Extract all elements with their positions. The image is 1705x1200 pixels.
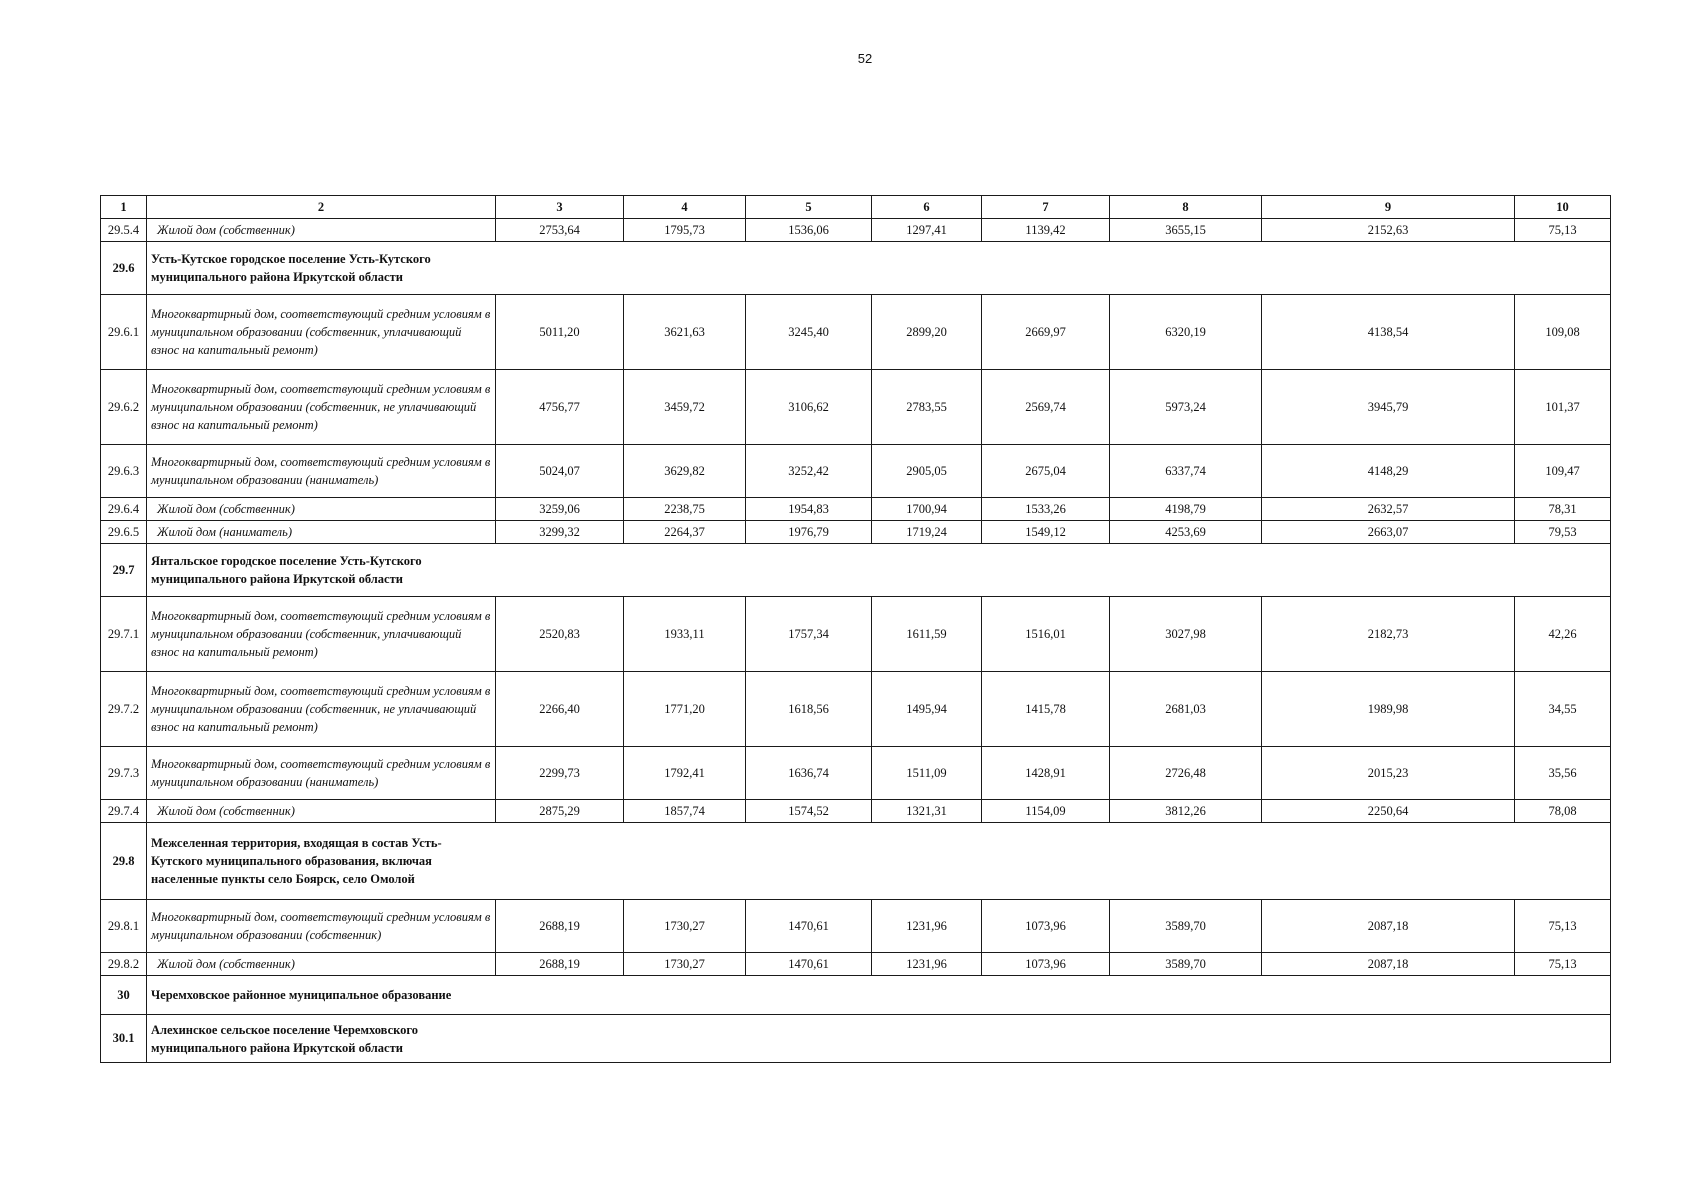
value-cell: 1428,91: [982, 747, 1110, 800]
value-cell: 1976,79: [746, 521, 872, 544]
value-cell: 2087,18: [1262, 900, 1515, 953]
value-cell: 78,31: [1515, 498, 1611, 521]
section-row: [101, 976, 1611, 1015]
value-cell: 1297,41: [872, 219, 982, 242]
value-cell: 1989,98: [1262, 672, 1515, 747]
value-cell: 1795,73: [624, 219, 746, 242]
value-cell: 1700,94: [872, 498, 982, 521]
section-row: [101, 242, 1611, 295]
value-cell: 1231,96: [872, 953, 982, 976]
value-cell: 1549,12: [982, 521, 1110, 544]
row-code: 29.7.2: [101, 672, 147, 747]
table-row: [101, 900, 1611, 953]
value-cell: 109,47: [1515, 445, 1611, 498]
value-cell: 2569,74: [982, 370, 1110, 445]
value-cell: 1533,26: [982, 498, 1110, 521]
value-cell: 2299,73: [496, 747, 624, 800]
value-cell: 2688,19: [496, 953, 624, 976]
row-code: 29.7.3: [101, 747, 147, 800]
value-cell: 1139,42: [982, 219, 1110, 242]
value-cell: 1618,56: [746, 672, 872, 747]
value-cell: 1730,27: [624, 953, 746, 976]
value-cell: 1516,01: [982, 597, 1110, 672]
section-title: Янтальское городское поселение Усть-Кутского муниципального района Иркутской области: [151, 554, 422, 586]
row-description: Многоквартирный дом, соответствующий средним условиям в муниципальном образовании (собственник, не уплачивающий взнос на капитальный ремонт): [147, 672, 496, 747]
table-row: [101, 219, 1611, 242]
value-cell: 4198,79: [1110, 498, 1262, 521]
column-header: 10: [1515, 196, 1611, 219]
value-cell: 1611,59: [872, 597, 982, 672]
section-title-cell: [147, 544, 1611, 597]
row-description: Многоквартирный дом, соответствующий средним условиям в муниципальном образовании (собственник, не уплачивающий взнос на капитальный ремонт): [147, 370, 496, 445]
value-cell: 2238,75: [624, 498, 746, 521]
value-cell: 79,53: [1515, 521, 1611, 544]
row-code: 29.8.1: [101, 900, 147, 953]
row-description: Многоквартирный дом, соответствующий средним условиям в муниципальном образовании (собственник): [147, 900, 496, 953]
column-header: 9: [1262, 196, 1515, 219]
value-cell: 3629,82: [624, 445, 746, 498]
value-cell: 5024,07: [496, 445, 624, 498]
table-row: [101, 498, 1611, 521]
column-header: 6: [872, 196, 982, 219]
table-body: [101, 219, 1611, 1063]
value-cell: 42,26: [1515, 597, 1611, 672]
section-title: Черемховское районное муниципальное образование: [151, 988, 452, 1002]
section-code: 29.8: [101, 823, 147, 900]
value-cell: 4148,29: [1262, 445, 1515, 498]
value-cell: 3027,98: [1110, 597, 1262, 672]
value-cell: 1321,31: [872, 800, 982, 823]
value-cell: 78,08: [1515, 800, 1611, 823]
section-title-cell: [147, 1015, 1611, 1063]
row-description: Многоквартирный дом, соответствующий средним условиям в муниципальном образовании (собственник, уплачивающий взнос на капитальный ремонт): [147, 597, 496, 672]
value-cell: 3589,70: [1110, 900, 1262, 953]
value-cell: 1536,06: [746, 219, 872, 242]
value-cell: 1792,41: [624, 747, 746, 800]
value-cell: 4138,54: [1262, 295, 1515, 370]
value-cell: 3259,06: [496, 498, 624, 521]
value-cell: 3621,63: [624, 295, 746, 370]
column-header: 5: [746, 196, 872, 219]
value-cell: 34,55: [1515, 672, 1611, 747]
value-cell: 3299,32: [496, 521, 624, 544]
row-description: Многоквартирный дом, соответствующий средним условиям в муниципальном образовании (собственник, уплачивающий взнос на капитальный ремонт): [147, 295, 496, 370]
value-cell: 1757,34: [746, 597, 872, 672]
table-row: [101, 597, 1611, 672]
table-row: [101, 521, 1611, 544]
table-row: [101, 747, 1611, 800]
row-code: 29.6.1: [101, 295, 147, 370]
value-cell: 2905,05: [872, 445, 982, 498]
row-code: 29.6.2: [101, 370, 147, 445]
section-title-cell: [147, 242, 1611, 295]
value-cell: 5011,20: [496, 295, 624, 370]
value-cell: 2015,23: [1262, 747, 1515, 800]
table-row: [101, 370, 1611, 445]
value-cell: 4756,77: [496, 370, 624, 445]
value-cell: 2753,64: [496, 219, 624, 242]
value-cell: 109,08: [1515, 295, 1611, 370]
row-description: Многоквартирный дом, соответствующий средним условиям в муниципальном образовании (наниматель): [147, 445, 496, 498]
value-cell: 1470,61: [746, 900, 872, 953]
header-row: [101, 196, 1611, 219]
row-code: 29.6.5: [101, 521, 147, 544]
value-cell: 1574,52: [746, 800, 872, 823]
value-cell: 2726,48: [1110, 747, 1262, 800]
value-cell: 2899,20: [872, 295, 982, 370]
value-cell: 2152,63: [1262, 219, 1515, 242]
section-row: [101, 544, 1611, 597]
value-cell: 2250,64: [1262, 800, 1515, 823]
value-cell: 3655,15: [1110, 219, 1262, 242]
column-header: 8: [1110, 196, 1262, 219]
value-cell: 1857,74: [624, 800, 746, 823]
value-cell: 1231,96: [872, 900, 982, 953]
row-code: 29.6.4: [101, 498, 147, 521]
value-cell: 4253,69: [1110, 521, 1262, 544]
value-cell: 2675,04: [982, 445, 1110, 498]
section-title: Межселенная территория, входящая в состав Усть-Кутского муниципального образования, включая населенные пункты село Боярск, село Омолой: [151, 836, 442, 886]
section-title: Алехинское сельское поселение Черемховского муниципального района Иркутской области: [151, 1022, 419, 1055]
section-title: Усть-Кутское городское поселение Усть-Кутского муниципального района Иркутской области: [151, 252, 431, 284]
section-code: 29.6: [101, 242, 147, 295]
value-cell: 75,13: [1515, 219, 1611, 242]
section-row: [101, 1015, 1611, 1063]
row-code: 29.7.1: [101, 597, 147, 672]
column-header: 7: [982, 196, 1110, 219]
value-cell: 1771,20: [624, 672, 746, 747]
value-cell: 35,56: [1515, 747, 1611, 800]
value-cell: 3106,62: [746, 370, 872, 445]
value-cell: 2264,37: [624, 521, 746, 544]
value-cell: 2182,73: [1262, 597, 1515, 672]
row-code: 29.7.4: [101, 800, 147, 823]
section-row: [101, 823, 1611, 900]
value-cell: 2520,83: [496, 597, 624, 672]
value-cell: 3245,40: [746, 295, 872, 370]
value-cell: 2783,55: [872, 370, 982, 445]
value-cell: 2632,57: [1262, 498, 1515, 521]
value-cell: 101,37: [1515, 370, 1611, 445]
table-row: [101, 295, 1611, 370]
value-cell: 1073,96: [982, 953, 1110, 976]
value-cell: 1154,09: [982, 800, 1110, 823]
value-cell: 3589,70: [1110, 953, 1262, 976]
column-header: 1: [101, 196, 147, 219]
section-code: 29.7: [101, 544, 147, 597]
row-description: Многоквартирный дом, соответствующий средним условиям в муниципальном образовании (наниматель): [147, 747, 496, 800]
value-cell: 1933,11: [624, 597, 746, 672]
row-code: 29.8.2: [101, 953, 147, 976]
value-cell: 2688,19: [496, 900, 624, 953]
value-cell: 1495,94: [872, 672, 982, 747]
value-cell: 1511,09: [872, 747, 982, 800]
value-cell: 2681,03: [1110, 672, 1262, 747]
value-cell: 75,13: [1515, 900, 1611, 953]
value-cell: 3252,42: [746, 445, 872, 498]
value-cell: 1470,61: [746, 953, 872, 976]
row-description: Жилой дом (собственник): [147, 498, 496, 521]
row-description: Жилой дом (собственник): [147, 953, 496, 976]
value-cell: 1636,74: [746, 747, 872, 800]
row-code: 29.6.3: [101, 445, 147, 498]
value-cell: 3945,79: [1262, 370, 1515, 445]
column-header: 2: [147, 196, 496, 219]
section-code: 30: [101, 976, 147, 1015]
table-row: [101, 953, 1611, 976]
section-title-cell: [147, 823, 1611, 900]
page-number: 52: [857, 51, 873, 66]
value-cell: 1730,27: [624, 900, 746, 953]
value-cell: 2266,40: [496, 672, 624, 747]
column-header: 3: [496, 196, 624, 219]
value-cell: 2663,07: [1262, 521, 1515, 544]
row-description: Жилой дом (собственник): [147, 219, 496, 242]
value-cell: 1073,96: [982, 900, 1110, 953]
value-cell: 1415,78: [982, 672, 1110, 747]
value-cell: 6337,74: [1110, 445, 1262, 498]
section-code: 30.1: [101, 1015, 147, 1063]
value-cell: 2669,97: [982, 295, 1110, 370]
table-row: [101, 672, 1611, 747]
value-cell: 3459,72: [624, 370, 746, 445]
column-header: 4: [624, 196, 746, 219]
section-title-cell: [147, 976, 1611, 1015]
value-cell: 75,13: [1515, 953, 1611, 976]
table-row: [101, 445, 1611, 498]
value-cell: 6320,19: [1110, 295, 1262, 370]
value-cell: 1719,24: [872, 521, 982, 544]
value-cell: 1954,83: [746, 498, 872, 521]
value-cell: 2875,29: [496, 800, 624, 823]
table-row: [101, 800, 1611, 823]
row-description: Жилой дом (собственник): [147, 800, 496, 823]
row-description: Жилой дом (наниматель): [147, 521, 496, 544]
row-code: 29.5.4: [101, 219, 147, 242]
value-cell: 2087,18: [1262, 953, 1515, 976]
value-cell: 3812,26: [1110, 800, 1262, 823]
tariff-table: [100, 195, 1611, 1063]
value-cell: 5973,24: [1110, 370, 1262, 445]
